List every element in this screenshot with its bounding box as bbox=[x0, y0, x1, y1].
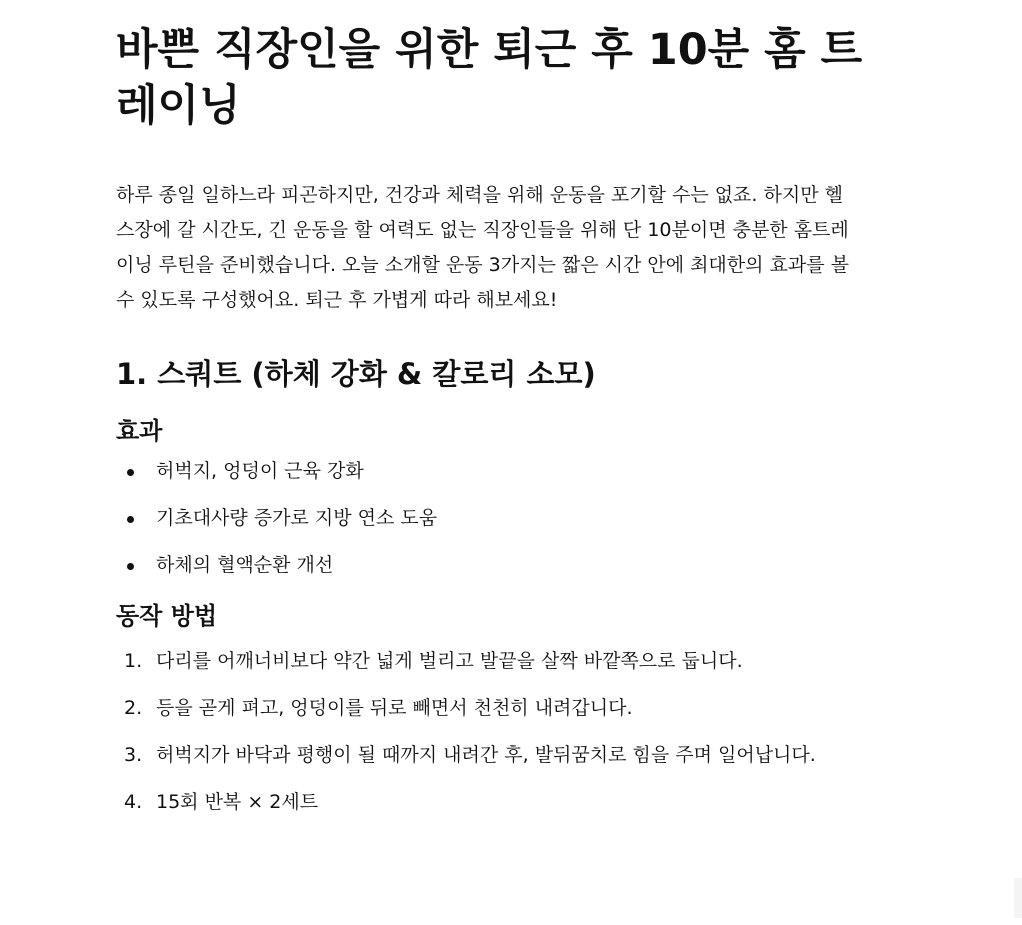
bullet-icon bbox=[127, 469, 134, 476]
scrollbar[interactable] bbox=[1014, 878, 1022, 918]
effects-list bbox=[116, 458, 876, 579]
article-title: 바쁜 직장인을 위한 퇴근 후 10분 홈 트레이닝 bbox=[116, 25, 863, 131]
method-heading: 동작 방법 bbox=[116, 602, 218, 630]
article-content bbox=[116, 22, 876, 831]
step-item bbox=[124, 784, 866, 820]
step-number: 1. bbox=[124, 650, 143, 672]
bullet-icon bbox=[127, 563, 134, 570]
step-text: 등을 곧게 펴고, 엉덩이를 뒤로 빼면서 천천히 내려갑니다. bbox=[156, 697, 633, 719]
list-item bbox=[156, 552, 876, 579]
step-item bbox=[124, 737, 866, 773]
step-number: 2. bbox=[124, 697, 143, 719]
list-item bbox=[156, 458, 876, 485]
step-text: 허벅지가 바닥과 평행이 될 때까지 내려간 후, 발뒤꿈치로 힘을 주며 일어납니다. bbox=[156, 744, 816, 766]
step-number: 3. bbox=[124, 744, 143, 766]
step-number: 4. bbox=[124, 791, 143, 813]
list-item-text: 기초대사량 증가로 지방 연소 도움 bbox=[156, 507, 438, 529]
list-item bbox=[156, 505, 876, 532]
steps-list bbox=[116, 643, 866, 820]
step-item bbox=[124, 643, 866, 679]
section-heading-squat: 1. 스쿼트 (하체 강화 & 칼로리 소모) bbox=[116, 357, 596, 391]
step-text: 15회 반복 × 2세트 bbox=[156, 791, 319, 813]
bullet-icon bbox=[127, 516, 134, 523]
list-item-text: 하체의 혈액순환 개선 bbox=[156, 554, 334, 576]
list-item-text: 허벅지, 엉덩이 근육 강화 bbox=[156, 460, 364, 482]
effects-heading: 효과 bbox=[116, 417, 163, 445]
intro-paragraph: 하루 종일 일하느라 피곤하지만, 건강과 체력을 위해 운동을 포기할 수는 없죠. 하지만 헬스장에 갈 시간도, 긴 운동을 할 여력도 없는 직장인들을 위해 단 10분이면 충분한 홈트레이닝 루틴을 준비했습니다. 오늘 소개할 운동 3가지는 짧은 시간 안에 최대한의 효과를 볼 수 있도록 구성했어요. 퇴근 후 가볍게 따라 해보세요! bbox=[116, 184, 849, 311]
step-text: 다리를 어깨너비보다 약간 넓게 벌리고 발끝을 살짝 바깥쪽으로 둡니다. bbox=[156, 650, 743, 672]
step-item bbox=[124, 690, 866, 726]
